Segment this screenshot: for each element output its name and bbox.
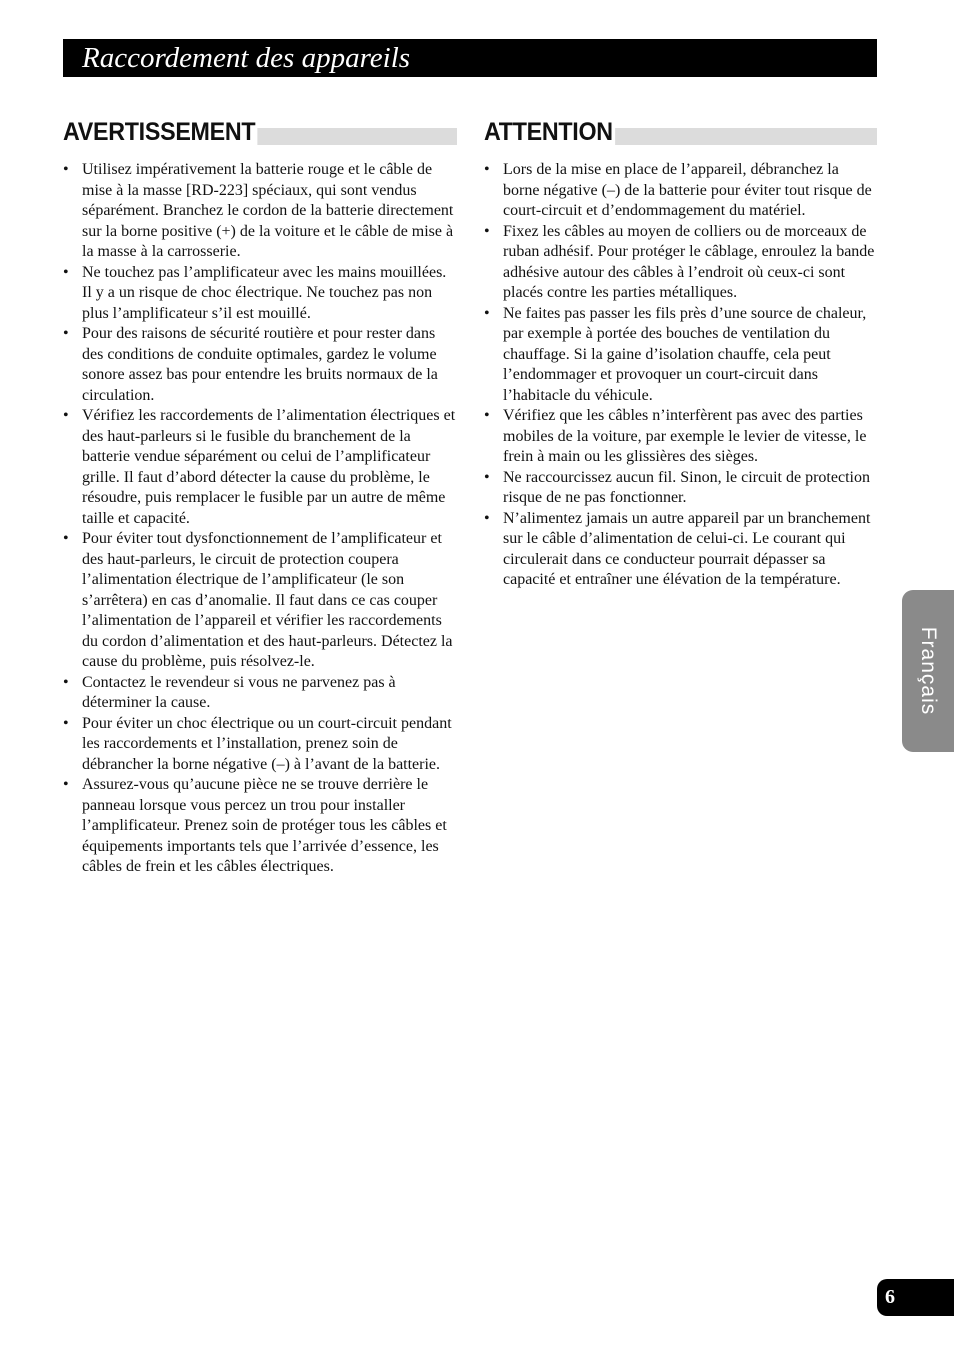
bullet-icon: • <box>63 673 69 691</box>
list-item <box>63 160 457 263</box>
page-number-tab <box>877 1279 954 1316</box>
warning-item-text: Pour éviter tout dysfonctionnement de l’amplificateur et des haut-parleurs, le circuit de protection coupera l’alimentation électrique de l’amplificateur (le son s’arrêtera) en cas d’anomalie. Il faut dans ce cas couper l’alimentation de l’appareil et vérifier les raccordements du cordon d’alimentation et des haut-parleurs. Détectez la cause du problème, puis résolvez-le. <box>82 530 453 670</box>
list-item <box>63 406 457 529</box>
bullet-icon: • <box>63 263 69 281</box>
page-number: 6 <box>885 1286 895 1308</box>
caution-heading-bar <box>484 108 877 146</box>
bullet-icon: • <box>484 468 490 486</box>
bullet-icon: • <box>484 304 490 322</box>
language-tab <box>902 590 954 752</box>
bullet-icon: • <box>63 714 69 732</box>
list-item <box>63 529 457 673</box>
caution-item-text: Vérifiez que les câbles n’interfèrent pas avec des parties mobiles de la voiture, par exemple le levier de vitesse, le frein à main ou les glissières des sièges. <box>503 407 867 465</box>
list-item <box>484 468 877 509</box>
warning-list <box>63 160 457 878</box>
page-title-bar <box>63 39 877 77</box>
bullet-icon: • <box>63 161 69 178</box>
warning-item-text: Assurez-vous qu’aucune pièce ne se trouve derrière le panneau lorsque vous percez un trou pour installer l’amplificateur. Prenez soin de protéger tous les câbles et équipements importants tels que l’arrivée d’essence, les câbles de frein et les câbles électriques. <box>82 776 447 875</box>
warning-section <box>63 108 457 878</box>
warning-item-text: Pour éviter un choc électrique ou un court-circuit pendant les raccordements et l’installation, prenez soin de débrancher la borne négative (–) à l’avant de la batterie. <box>82 714 452 773</box>
warning-item-text: Utilisez impérativement la batterie rouge et le câble de mise à la masse [RD-223] spéciaux, qui sont vendus séparément. Branchez le cordon de la batterie directement sur la borne positive (+) de la voiture et le câble de mise à la masse à la carrosserie. <box>82 161 454 260</box>
list-item <box>484 304 877 407</box>
list-item <box>484 406 877 468</box>
caution-list <box>484 160 877 591</box>
list-item <box>484 222 877 304</box>
bullet-icon: • <box>63 776 69 793</box>
list-item <box>63 263 457 325</box>
page-title: Raccordement des appareils <box>82 42 411 74</box>
list-item <box>484 160 877 222</box>
bullet-icon: • <box>484 161 490 178</box>
warning-item-text: Contactez le revendeur si vous ne parvenez pas à déterminer la cause. <box>82 673 396 711</box>
bullet-icon: • <box>484 509 490 527</box>
caution-heading: ATTENTION <box>484 118 613 146</box>
caution-item-text: Ne faites pas passer les fils près d’une source de chaleur, par exemple à portée des bouches de ventilation du chauffage. Si la gaine d’isolation chauffe, cela peut l’endommager et provoquer un court-circuit dans l’habitacle du véhicule. <box>503 304 867 404</box>
caution-item-text: N’alimentez jamais un autre appareil par un branchement sur le câble d’alimentation de celui-ci. Le courant qui circulerait dans ce conducteur pourrait dépasser sa capacité et entraîner une élévation de la température. <box>503 509 871 588</box>
language-tab-label: Français <box>917 626 940 716</box>
bullet-icon: • <box>484 407 490 424</box>
list-item <box>63 714 457 776</box>
warning-item-text: Vérifiez les raccordements de l’alimentation électriques et des haut-parleurs si le fusible du branchement de la batterie vendue séparément ou celui de l’amplificateur grille. Il faut d’abord détecter la cause du problème, le résoudre, puis remplacer le fusible par un autre de même taille et capacité. <box>82 407 456 527</box>
caution-section <box>484 108 877 591</box>
bullet-icon: • <box>63 407 69 424</box>
caution-item-text: Ne raccourcissez aucun fil. Sinon, le circuit de protection risque de ne pas fonctionner. <box>503 468 870 506</box>
list-item <box>63 673 457 714</box>
warning-heading-bar <box>63 108 457 146</box>
list-item <box>63 775 457 878</box>
warning-item-text: Pour des raisons de sécurité routière et pour rester dans des conditions de conduite optimales, gardez le volume sonore assez bas pour entendre les bruits normaux de la circulation. <box>82 325 438 404</box>
bullet-icon: • <box>63 325 69 342</box>
warning-heading: AVERTISSEMENT <box>63 118 256 146</box>
caution-item-text: Fixez les câbles au moyen de colliers ou de morceaux de ruban adhésif. Pour protéger le câblage, enroulez la bande adhésive autour des câbles à l’endroit où ceux-ci sont placés contre les parties métalliques. <box>503 222 875 301</box>
list-item <box>484 509 877 591</box>
caution-item-text: Lors de la mise en place de l’appareil, débranchez la borne négative (–) de la batterie pour éviter tout risque de court-circuit et d’endommagement du matériel. <box>503 161 872 219</box>
bullet-icon: • <box>63 530 69 547</box>
list-item <box>63 324 457 406</box>
warning-item-text: Ne touchez pas l’amplificateur avec les mains mouillées. Il y a un risque de choc électrique. Ne touchez pas non plus l’amplificateur s’il est mouillé. <box>82 263 447 322</box>
bullet-icon: • <box>484 222 490 240</box>
